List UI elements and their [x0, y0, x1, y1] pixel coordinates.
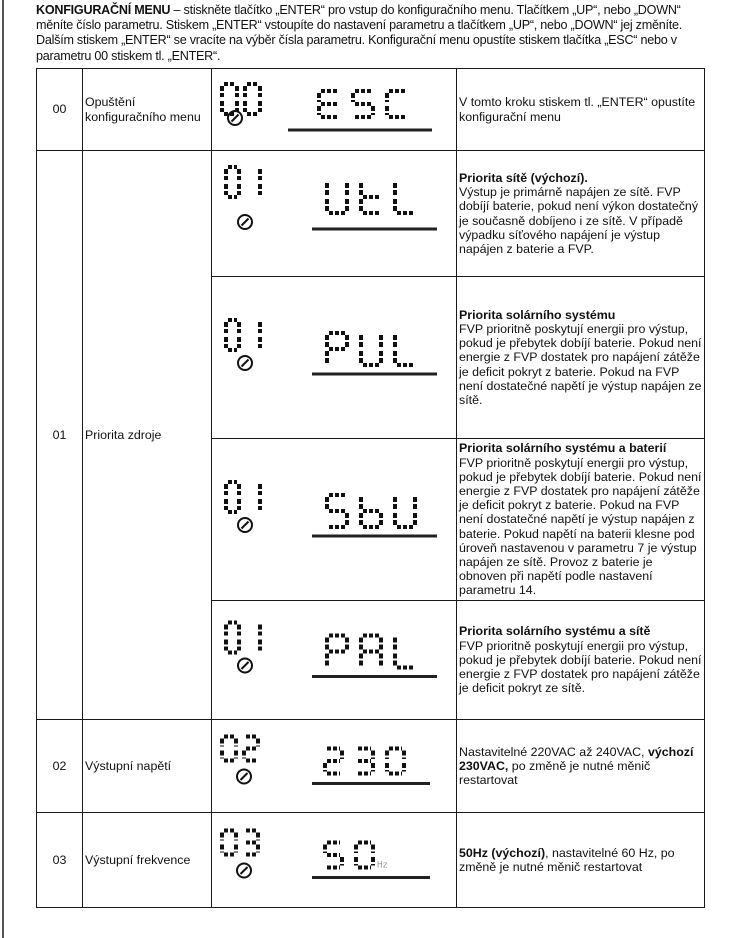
param-description [457, 720, 705, 813]
desc-default: výchozí 230VAC, [459, 744, 694, 773]
intro-text: – stiskněte tlačítko „ENTER“ pro vstup do konfiguračního menu. Tlačítkem „UP“, nebo „DOWN“ měníte číslo parametru. Stiskem „ENTER“ vstoupíte do nastavení parametru a tlačítkem „UP“, nebo „DOWN“ jej změníte. Dalším stiskem „ENTER“ se vracíte na výběr čísla parametru. Konfigurační menu opustíte stiskem tlačítka „ESC“ nebo v parametru 00 stiskem tl. „ENTER“. [36, 3, 682, 63]
lcd-screen [212, 720, 456, 813]
param-name: Opuštění konfiguračního menu [83, 69, 212, 151]
desc-text: FVP prioritně poskytují energii pro výstup, pokud je přebytek dobíjí baterie. Pokud není energie z FVP dostatek pro napájení zátěže je deficit pokryt z baterie. Pokud na FVP není dostatečné napětí je výstup napájen z baterie. Pokud napětí na baterii klesne pod úroveň nastavenou v parametru 7 je výstup napájen ze sítě. Provoz z baterie je obnoven při napětí podle nastavení parametru 14. [459, 455, 702, 598]
table-row-03 [37, 813, 705, 908]
lcd-display [212, 720, 457, 813]
lcd-screen [212, 813, 456, 908]
desc-text: FVP prioritně poskytují energii pro výstup, pokud je přebytek dobíjí baterie. Pokud není energie z FVP dostatek pro napájení zátěže je deficit pokryt z baterie. Pokud na FVP není dostatečné napětí je výstup napájen ze sítě. [459, 321, 702, 407]
option-title: Priorita solárního systému a sítě [459, 624, 651, 639]
lcd-display [212, 439, 457, 601]
desc-text: FVP prioritně poskytují energii pro výstup, pokud je přebytek dobíjí baterie. Pokud není energie z FVP dostatek pro napájení zátěže je deficit pokryt ze sítě. [459, 638, 702, 696]
lcd-display [212, 813, 457, 908]
param-number: 00 [37, 69, 83, 151]
wrench-icon [242, 662, 249, 669]
table-row-01-utl [37, 151, 705, 277]
lcd-display [212, 277, 457, 439]
option-title: Priorita sítě (výchozí). [459, 170, 588, 185]
intro-title: KONFIGURAČNÍ MENU [36, 3, 171, 17]
option-description [457, 601, 705, 720]
lcd-unit: Hz [377, 860, 388, 871]
lcd-screen [212, 151, 456, 277]
option-description [457, 277, 705, 439]
lcd-screen [212, 277, 456, 439]
option-title: Priorita solárního systému [459, 307, 616, 322]
param-name: Výstupní napětí [83, 720, 212, 813]
lcd-display [212, 69, 457, 151]
lcd-display [212, 601, 457, 720]
param-number: 02 [37, 720, 83, 813]
desc-pre: Nastavitelné 220VAC až 240VAC, [459, 744, 648, 759]
param-name: Priorita zdroje [83, 151, 212, 720]
param-name: Výstupní frekvence [83, 813, 212, 908]
option-title: Priorita solárního systému a baterií [459, 441, 667, 456]
wrench-icon [241, 867, 248, 874]
table-row-02 [37, 720, 705, 813]
param-description [457, 69, 705, 151]
wrench-icon [242, 360, 249, 367]
wrench-icon [242, 522, 249, 529]
wrench-icon [242, 219, 249, 226]
desc-text: po změně je nutné měnič restartovat [459, 758, 651, 788]
option-description [457, 151, 705, 277]
intro-paragraph [36, 3, 716, 64]
table-row-00 [37, 69, 705, 151]
desc-text: , nastavitelné 60 Hz, po změně je nutné měnič restartovat [459, 845, 675, 874]
param-description [457, 813, 705, 908]
desc-default: 50Hz (výchozí) [459, 845, 546, 860]
lcd-display [212, 151, 457, 277]
param-number: 01 [37, 151, 83, 720]
lcd-screen [212, 601, 456, 720]
desc-text: V tomto kroku stiskem tl. „ENTER“ opustíte konfigurační menu [459, 95, 696, 124]
desc-text: Výstup je primárně napájen ze sítě. FVP dobíjí baterie, pokud není výkon dostatečný je současně dobíjeno i ze sítě. V případě výpadku síťového napájení je výstup napájen z baterie a FVP. [459, 185, 699, 256]
lcd-screen [212, 69, 456, 151]
option-description [457, 439, 705, 601]
wrench-icon [241, 773, 248, 780]
lcd-screen [212, 439, 456, 601]
param-number: 03 [37, 813, 83, 908]
config-menu-table [36, 68, 705, 908]
page-left-edge [2, 0, 4, 938]
